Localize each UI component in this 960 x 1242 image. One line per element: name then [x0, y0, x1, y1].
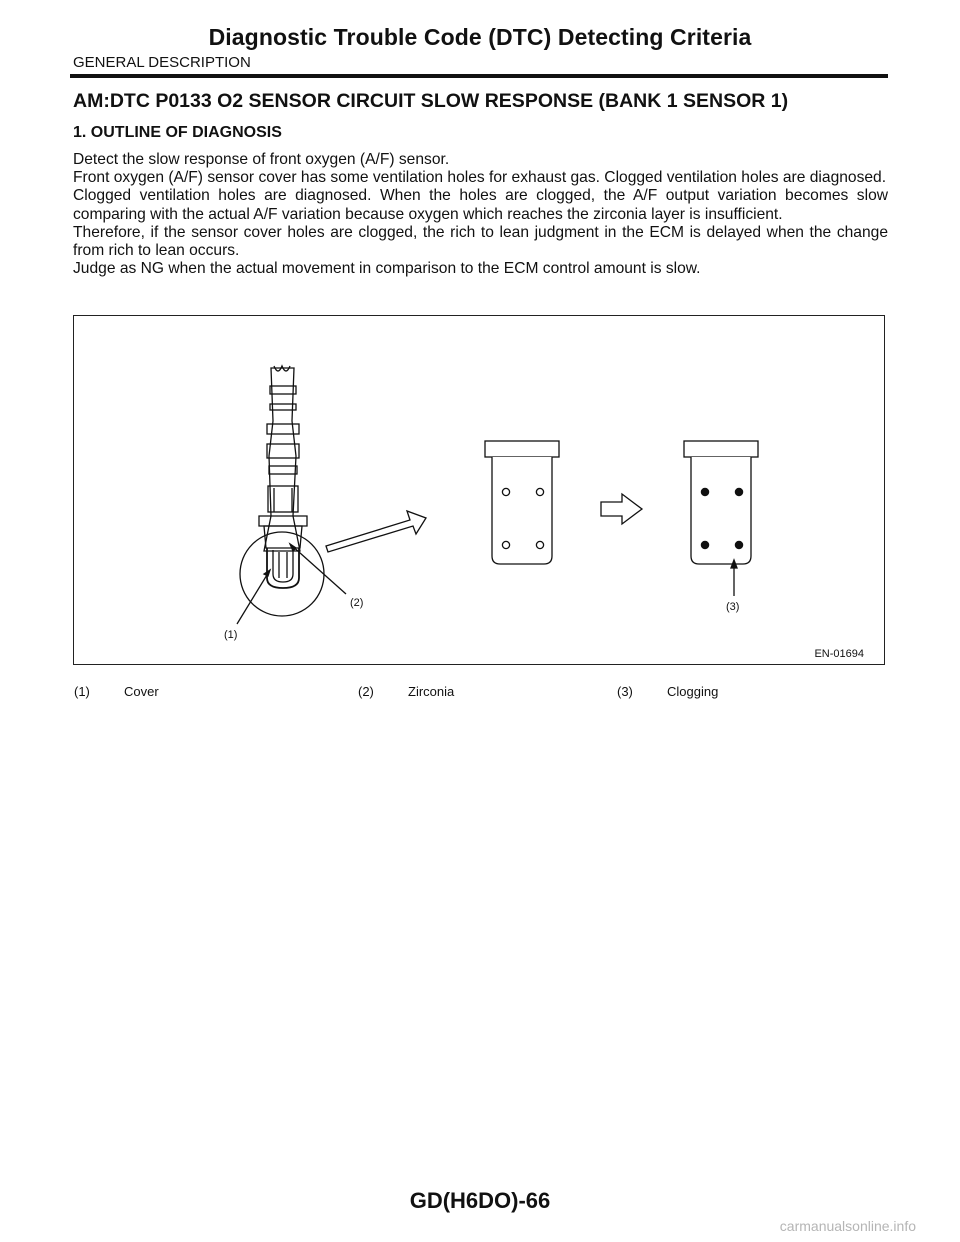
- callout-3-leader: [731, 560, 737, 596]
- callout-2-label: (2): [350, 597, 364, 609]
- paragraph: Judge as NG when the actual movement in comparison to the ECM control amount is slow.: [73, 260, 701, 278]
- callout-1-leader: [237, 570, 270, 624]
- sensor-diagram: [74, 316, 884, 664]
- watermark: carmanualsonline.info: [779, 1218, 916, 1234]
- sub-heading: 1. OUTLINE OF DIAGNOSIS: [73, 124, 282, 141]
- section-heading: AM:DTC P0133 O2 SENSOR CIRCUIT SLOW RESPONSE (BANK 1 SENSOR 1): [73, 90, 789, 112]
- legend-label: Zirconia: [408, 684, 455, 699]
- callout-1-label: (1): [224, 629, 238, 641]
- paragraph: Clogged ventilation holes are diagnosed. When the holes are clogged, the A/F output variation becomes slow comparing with the actual A/F variation because oxygen which reaches the zirconia layer is insufficient.: [73, 187, 888, 223]
- body-text: [73, 151, 888, 278]
- cover-normal: [485, 441, 559, 564]
- sensor-figure: [73, 315, 885, 665]
- callout-3-label: (3): [726, 601, 740, 613]
- page-header-title: Diagnostic Trouble Code (DTC) Detecting Criteria: [208, 24, 752, 50]
- paragraph: Front oxygen (A/F) sensor cover has some ventilation holes for exhaust gas. Clogged ventilation holes are diagnosed.: [73, 169, 887, 187]
- legend-number: (1): [74, 684, 90, 699]
- oxygen-sensor-drawing: [259, 366, 307, 588]
- page-number: GD(H6DO)-66: [409, 1188, 551, 1213]
- figure-code: EN-01694: [814, 648, 864, 660]
- legend-label: Cover: [124, 684, 159, 699]
- legend-number: (3): [617, 684, 633, 699]
- legend-item-cover: [74, 684, 159, 699]
- zoom-arrow: [326, 511, 426, 552]
- legend-number: (2): [358, 684, 374, 699]
- transition-arrow: [601, 494, 642, 524]
- paragraph: Therefore, if the sensor cover holes are clogged, the rich to lean judgment in the ECM is delayed when the change from rich to lean occurs.: [73, 223, 888, 260]
- legend-label: Clogging: [667, 684, 719, 699]
- page-header-subtitle: GENERAL DESCRIPTION: [73, 54, 251, 71]
- header-divider: [70, 74, 888, 78]
- paragraph: Detect the slow response of front oxygen (A/F) sensor.: [73, 151, 450, 168]
- legend-item-zirconia: [358, 684, 454, 699]
- cover-clogged: [684, 441, 758, 564]
- legend-item-clogging: [617, 684, 718, 699]
